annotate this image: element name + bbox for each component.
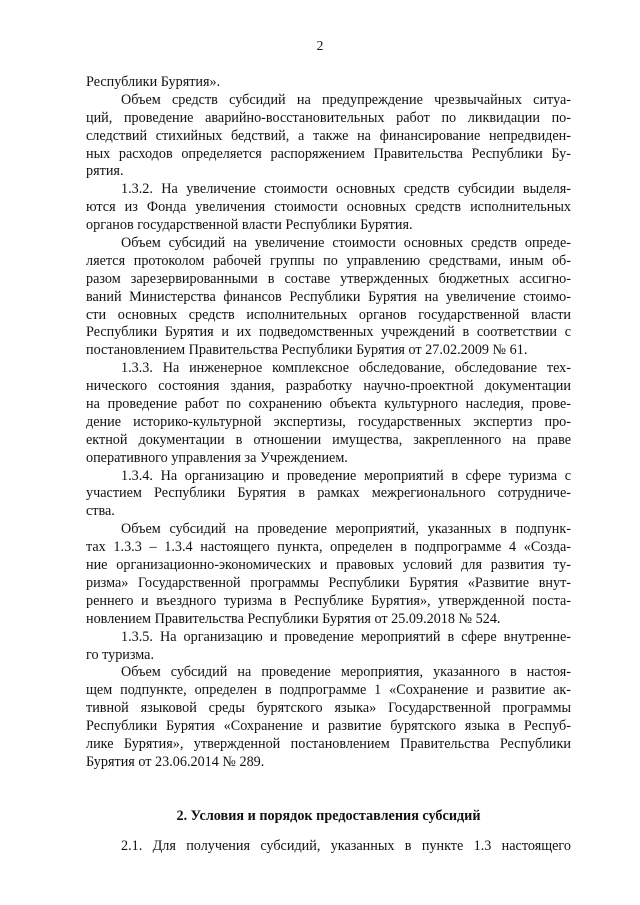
heading-gap bbox=[86, 826, 571, 838]
text-line: ляется протоколом рабочей группы по управлению средствами, иным об- bbox=[86, 252, 571, 269]
text-line: оперативного управления за Учреждением. bbox=[86, 449, 348, 466]
text-line: следствий стихийных бедствий, а также на финансирование непредвиден- bbox=[86, 127, 571, 144]
text-line: Объем субсидий на проведение мероприятия, указанного в настоя- bbox=[121, 664, 571, 681]
text-line: реннего и въездного туризма в Республике Бурятия», утвержденной поста- bbox=[86, 592, 571, 609]
text-line: Объем средств субсидий на предупреждение чрезвычайных ситуа- bbox=[121, 91, 571, 108]
text-line: ваний Министерства финансов Республики Бурятия на увеличение стоимо- bbox=[86, 288, 571, 305]
document-body bbox=[86, 74, 571, 856]
text-line: участием Республики Бурятия в рамках межрегионального сотрудниче- bbox=[86, 485, 571, 502]
text-line: ние организационно-экономических и правовых условий для развития ту- bbox=[86, 557, 571, 574]
section-gap bbox=[86, 772, 571, 808]
text-line: на проведение работ по сохранению объекта культурного наследия, прове- bbox=[86, 396, 571, 413]
text-line: нического состояния здания, разработку научно-проектной документации bbox=[86, 378, 571, 395]
text-line: го туризма. bbox=[86, 646, 155, 663]
paragraph-lines bbox=[86, 74, 571, 772]
text-line: Республики Бурятия и их подведомственных учреждений в соответствии с bbox=[86, 324, 571, 341]
text-line: щем подпункте, определен в подпрограмме 1 «Сохранение и развитие ак- bbox=[86, 682, 571, 699]
page-number: 2 bbox=[316, 38, 324, 53]
text-line: тах 1.3.3 – 1.3.4 настоящего пункта, определен в подпрограмме 4 «Созда- bbox=[86, 539, 571, 556]
text-line: новлением Правительства Республики Бурятия от 25.09.2018 № 524. bbox=[86, 610, 501, 627]
text-line: сти основных средств исполнительных органов государственной власти bbox=[86, 306, 571, 323]
text-line: Республики Бурятия «Сохранение и развитие бурятского языка в Респуб- bbox=[86, 718, 571, 735]
text-line: ектной документации в отношении имущества, закрепленного на праве bbox=[86, 431, 571, 448]
section-first-line: 2.1. Для получения субсидий, указанных в пункте 1.3 настоящего bbox=[121, 837, 571, 854]
section-heading: 2. Условия и порядок предоставления субсидий bbox=[176, 807, 481, 824]
text-line: Республики Бурятия». bbox=[86, 74, 221, 90]
text-line: 1.3.5. На организацию и проведение мероприятий в сфере внутренне- bbox=[121, 628, 571, 645]
text-line: постановлением Правительства Республики Бурятия от 27.02.2009 № 61. bbox=[86, 342, 528, 359]
text-line: рятия. bbox=[86, 163, 124, 180]
text-line: ства. bbox=[86, 503, 115, 520]
text-line: ций, проведение аварийно-восстановительных работ по ликвидации по- bbox=[86, 109, 571, 126]
text-line: Объем субсидий на проведение мероприятий, указанных в подпунк- bbox=[121, 521, 571, 538]
text-line: органов государственной власти Республики Бурятия. bbox=[86, 217, 413, 234]
text-line: лике Бурятия», утвержденной постановлением Правительства Республики bbox=[86, 735, 571, 752]
text-line: 1.3.4. На организацию и проведение мероприятий в сфере туризма с bbox=[121, 467, 571, 484]
text-line: ризма» Государственной программы Республики Бурятия «Развитие внут- bbox=[86, 574, 571, 591]
text-line: тивной языковой среды бурятского языка» Государственной программы bbox=[86, 700, 571, 717]
text-line: 1.3.2. На увеличение стоимости основных средств субсидии выделя- bbox=[121, 181, 571, 198]
text-line: разом зарезервированными в составе утвержденных бюджетных ассигно- bbox=[86, 270, 571, 287]
text-line: дение историко-культурной экспертизы, государственных экспертиз про- bbox=[86, 413, 571, 430]
text-line: 1.3.3. На инженерное комплексное обследование, обследование тех- bbox=[121, 360, 571, 377]
text-line: ются из Фонда увеличения стоимости основных средств исполнительных bbox=[86, 199, 571, 216]
text-line: Объем субсидий на увеличение стоимости основных средств опреде- bbox=[121, 235, 571, 252]
text-line: Бурятия от 23.06.2014 № 289. bbox=[86, 753, 265, 770]
text-line: ных расходов определяется распоряжением Правительства Республики Бу- bbox=[86, 145, 571, 162]
